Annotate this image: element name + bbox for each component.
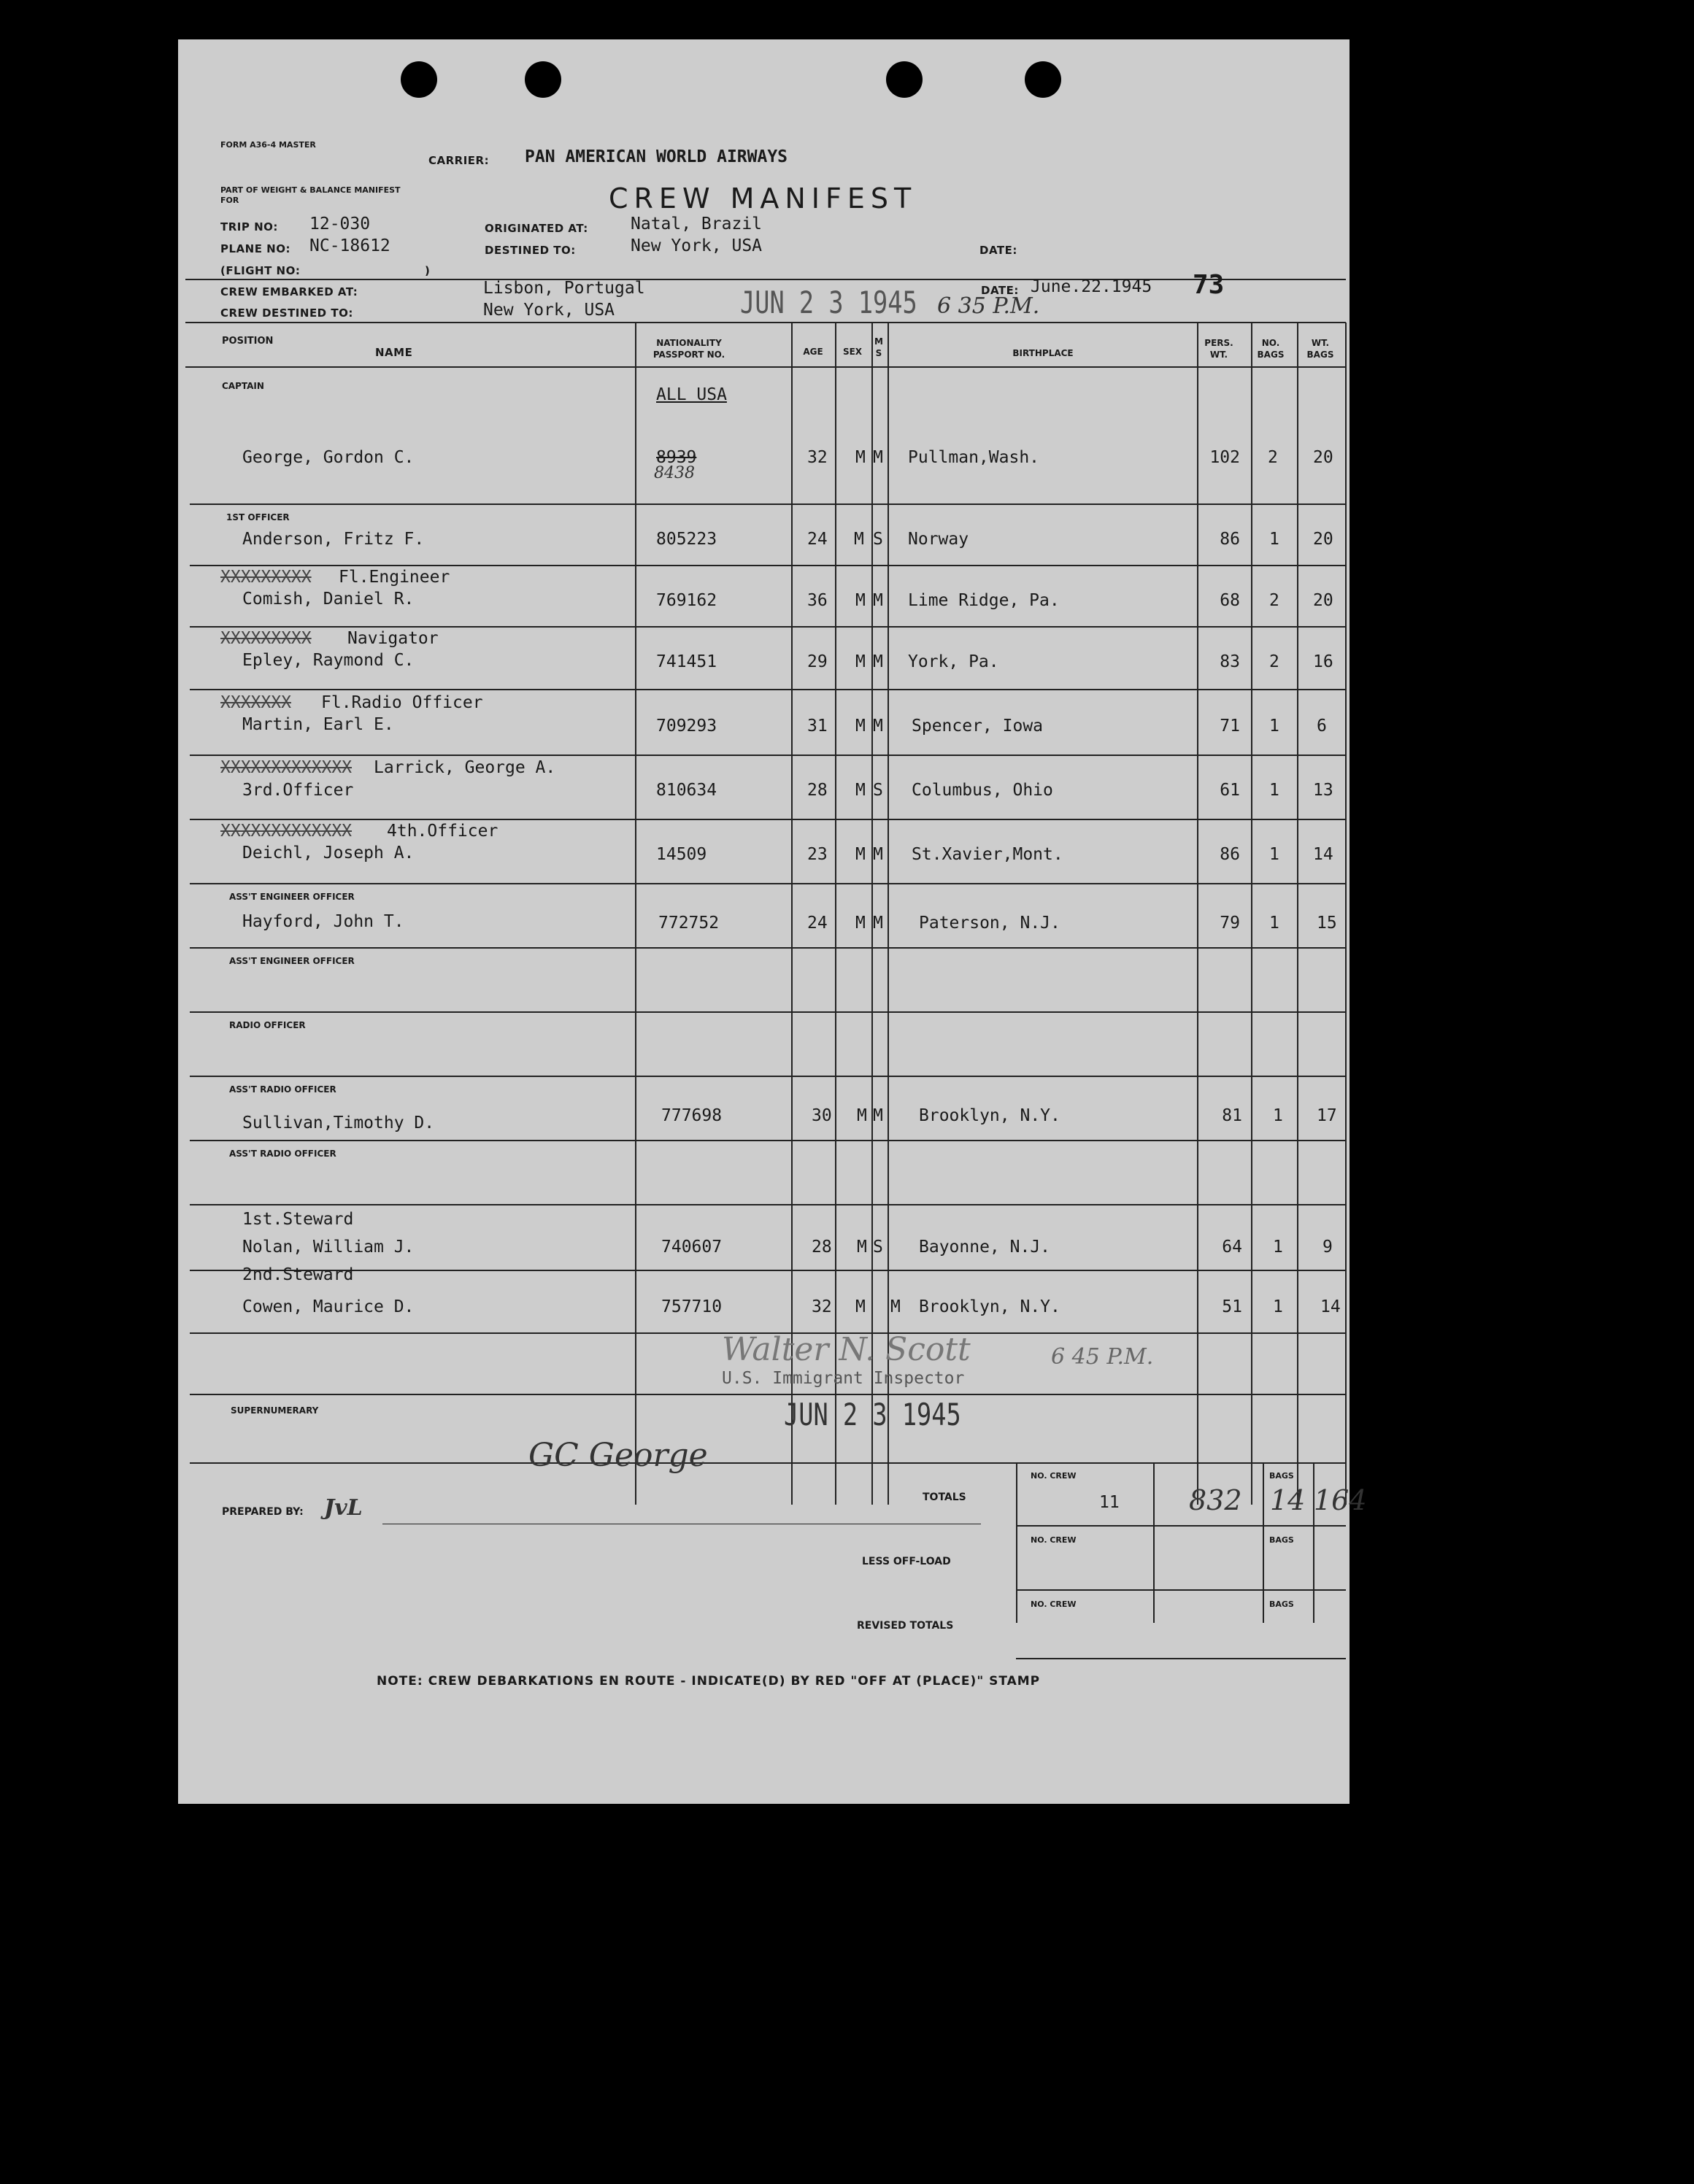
row-birthplace: Columbus, Ohio — [912, 781, 1053, 800]
row-position: Fl.Engineer — [339, 568, 450, 587]
supernumerary-label: SUPERNUMERARY — [231, 1405, 319, 1416]
prepared-by-signature: GC George — [528, 1437, 708, 1474]
row-pers-wt: 68 — [1220, 591, 1240, 610]
originated-value: Natal, Brazil — [631, 215, 763, 234]
inspector-time: 6 45 P.M. — [1051, 1344, 1154, 1370]
row-no-bags: 1 — [1269, 530, 1279, 549]
row-no-bags: 1 — [1269, 717, 1279, 736]
crew-destined-label: CREW DESTINED TO: — [220, 306, 353, 320]
inspector-title: U.S. Immigrant Inspector — [722, 1369, 965, 1388]
row-wt-bags: 16 — [1313, 652, 1333, 671]
flight-label: (FLIGHT NO: — [220, 264, 301, 277]
row-birthplace: Brooklyn, N.Y. — [919, 1106, 1060, 1125]
less-offload-label: LESS OFF-LOAD — [862, 1556, 951, 1567]
row-ms: S — [873, 1238, 883, 1257]
row-wt-bags: 20 — [1313, 448, 1333, 467]
carrier-value: PAN AMERICAN WORLD AIRWAYS — [525, 147, 788, 166]
row-wt-bags: 14 — [1320, 1297, 1341, 1316]
page-title: CREW MANIFEST — [609, 182, 917, 215]
row-passport: 740607 — [661, 1238, 723, 1257]
row-name: Hayford, John T. — [242, 912, 404, 931]
row-sex: M — [855, 914, 866, 933]
row-birthplace: Lime Ridge, Pa. — [908, 591, 1060, 610]
embarked-label: CREW EMBARKED AT: — [220, 285, 358, 298]
row-position-struck: XXXXXXXXXXXXX — [220, 822, 353, 841]
row-birthplace: Spencer, Iowa — [912, 717, 1044, 736]
plane-label: PLANE NO: — [220, 242, 290, 255]
total-wt-bags: 164 — [1314, 1484, 1367, 1516]
row-age: 29 — [807, 652, 828, 671]
punch-hole — [1025, 61, 1061, 98]
row-position: 1st.Steward — [242, 1210, 354, 1229]
punch-hole — [525, 61, 561, 98]
row-ms: M — [873, 591, 883, 610]
row-pers-wt: 61 — [1220, 781, 1240, 800]
prepared-by-initials: JvL — [324, 1495, 363, 1521]
punch-hole — [886, 61, 923, 98]
row-name: Deichl, Joseph A. — [242, 844, 415, 863]
col-pers-wt: PERS. WT. — [1204, 338, 1233, 360]
row-name: Epley, Raymond C. — [242, 651, 415, 670]
row-pers-wt: 102 — [1209, 448, 1240, 467]
row-birthplace: Norway — [908, 530, 969, 549]
row-passport: 14509 — [656, 845, 707, 864]
row-passport: 805223 — [656, 530, 717, 549]
inspector-signature: Walter N. Scott — [722, 1331, 971, 1368]
row-pers-wt: 71 — [1220, 717, 1240, 736]
row-wt-bags: 6 — [1317, 717, 1327, 736]
row-ms: S — [873, 781, 883, 800]
row-pers-wt: 79 — [1220, 914, 1240, 933]
row-sex: M — [855, 652, 866, 671]
row-sex: M — [855, 448, 866, 467]
row-no-bags: 2 — [1268, 448, 1278, 467]
row-sex: M — [855, 591, 866, 610]
row-age: 24 — [807, 530, 828, 549]
row-no-bags: 1 — [1273, 1238, 1283, 1257]
row-name: Cowen, Maurice D. — [242, 1297, 415, 1316]
row-name: Anderson, Fritz F. — [242, 530, 425, 549]
row-birthplace: York, Pa. — [908, 652, 999, 671]
row-pers-wt: 83 — [1220, 652, 1240, 671]
row-no-bags: 2 — [1269, 591, 1279, 610]
row-position-struck: XXXXXXXXX — [220, 568, 312, 587]
row-sex: M — [855, 1297, 866, 1316]
all-usa: ALL USA — [656, 385, 727, 404]
row-passport: 777698 — [661, 1106, 723, 1125]
embarked-value: Lisbon, Portugal — [483, 279, 645, 298]
row-passport: 772752 — [658, 914, 720, 933]
row-wt-bags: 9 — [1323, 1238, 1333, 1257]
row-position-struck: XXXXXXX — [220, 693, 291, 712]
col-no-bags: NO. BAGS — [1257, 338, 1285, 360]
row-wt-bags: 14 — [1313, 845, 1333, 864]
row-age: 23 — [807, 845, 828, 864]
total-bags: 14 — [1270, 1484, 1306, 1516]
row-passport: 769162 — [656, 591, 717, 610]
col-sex: SEX — [842, 347, 863, 357]
row-wt-bags: 20 — [1313, 591, 1333, 610]
row-position: Navigator — [347, 629, 439, 648]
row-passport: 741451 — [656, 652, 717, 671]
row-position: 1ST OFFICER — [226, 512, 290, 522]
total-no-crew: 11 — [1099, 1493, 1120, 1512]
col-position: POSITION — [222, 336, 274, 347]
total-pers-wt: 832 — [1189, 1484, 1242, 1516]
row-sex: M — [855, 781, 866, 800]
date-label: DATE: — [979, 244, 1017, 257]
row-pers-wt: 51 — [1222, 1297, 1242, 1316]
row-wt-bags: 13 — [1313, 781, 1333, 800]
row-position: RADIO OFFICER — [229, 1020, 306, 1030]
row-no-bags: 1 — [1269, 914, 1279, 933]
row-birthplace: Brooklyn, N.Y. — [919, 1297, 1060, 1316]
row-sex: M — [857, 1238, 867, 1257]
row-position: 3rd.Officer — [242, 781, 354, 800]
row-sex: M — [854, 530, 864, 549]
row-passport: 810634 — [656, 781, 717, 800]
date2-value: June.22.1945 — [1031, 277, 1152, 296]
flight-close: ) — [425, 264, 431, 277]
form-id: FORM A36-4 MASTER — [220, 140, 316, 150]
row-age: 28 — [807, 781, 828, 800]
row-wt-bags: 17 — [1317, 1106, 1337, 1125]
row-no-bags: 1 — [1269, 781, 1279, 800]
revised-totals-label: REVISED TOTALS — [857, 1620, 954, 1632]
punch-hole — [401, 61, 437, 98]
row-age: 24 — [807, 914, 828, 933]
note: NOTE: CREW DEBARKATIONS EN ROUTE - INDICATE(D) BY RED "OFF AT (PLACE)" STAMP — [377, 1674, 1041, 1689]
row-age: 28 — [812, 1238, 832, 1257]
row-birthplace: Pullman,Wash. — [908, 448, 1040, 467]
no-crew-label: NO. CREW — [1031, 1600, 1077, 1609]
row-name: Sullivan,Timothy D. — [242, 1114, 435, 1132]
col-nationality: NATIONALITY PASSPORT NO. — [652, 338, 725, 360]
row-birthplace: Paterson, N.J. — [919, 914, 1060, 933]
row-position: 2nd.Steward — [242, 1265, 354, 1284]
row-ms: M — [873, 1106, 883, 1125]
row-position: ASS'T RADIO OFFICER — [229, 1149, 336, 1159]
row-pers-wt: 64 — [1222, 1238, 1242, 1257]
bags-label: BAGS — [1269, 1535, 1294, 1545]
row-wt-bags: 20 — [1313, 530, 1333, 549]
row-age: 31 — [807, 717, 828, 736]
row-ms: M — [873, 717, 883, 736]
row-age: 32 — [807, 448, 828, 467]
row-no-bags: 2 — [1269, 652, 1279, 671]
row-position: ASS'T ENGINEER OFFICER — [229, 956, 355, 966]
destined-value: New York, USA — [631, 236, 763, 255]
part-of-label: PART OF WEIGHT & BALANCE MANIFEST FOR — [220, 185, 401, 205]
bags-label: BAGS — [1269, 1471, 1294, 1481]
col-name: NAME — [375, 346, 413, 359]
trip-value: 12-030 — [309, 215, 371, 234]
col-age: AGE — [803, 347, 823, 357]
row-ms: M — [890, 1297, 901, 1316]
page-number: 73 — [1193, 270, 1225, 300]
row-wt-bags: 15 — [1317, 914, 1337, 933]
row-sex: M — [857, 1106, 867, 1125]
row-birthplace: St.Xavier,Mont. — [912, 845, 1063, 864]
row-no-bags: 1 — [1273, 1297, 1283, 1316]
row-age: 32 — [812, 1297, 832, 1316]
inspector-date-stamp: JUN 2 3 1945 — [784, 1397, 961, 1432]
row-age: 30 — [812, 1106, 832, 1125]
row-position: ASS'T RADIO OFFICER — [229, 1084, 336, 1095]
row-birthplace: Bayonne, N.J. — [919, 1238, 1051, 1257]
row-no-bags: 1 — [1269, 845, 1279, 864]
crew-destined-value: New York, USA — [483, 301, 615, 320]
row-passport-handwritten: 8438 — [654, 464, 695, 482]
row-name: George, Gordon C. — [242, 448, 415, 467]
row-passport: 757710 — [661, 1297, 723, 1316]
row-sex: M — [855, 717, 866, 736]
row-ms: M — [873, 652, 883, 671]
manifest-page — [178, 39, 1367, 1804]
row-ms: M — [873, 448, 883, 467]
totals-label: TOTALS — [923, 1492, 966, 1503]
row-name: Martin, Earl E. — [242, 715, 394, 734]
plane-value: NC-18612 — [309, 236, 390, 255]
row-position-struck: XXXXXXXXXXXXX — [220, 758, 353, 777]
row-ms: S — [873, 530, 883, 549]
originated-label: ORIGINATED AT: — [485, 222, 588, 235]
row-no-bags: 1 — [1273, 1106, 1283, 1125]
row-position: 4th.Officer — [387, 822, 498, 841]
row-pers-wt: 86 — [1220, 845, 1240, 864]
row-position: ASS'T ENGINEER OFFICER — [229, 892, 355, 902]
row-ms: M — [873, 845, 883, 864]
row-name: Larrick, George A. — [374, 758, 556, 777]
col-wt-bags: WT. BAGS — [1306, 338, 1334, 360]
date2-label: DATE: — [981, 284, 1019, 297]
row-pers-wt: 81 — [1222, 1106, 1242, 1125]
row-passport: 709293 — [656, 717, 717, 736]
row-position-struck: XXXXXXXXX — [220, 629, 312, 648]
col-ms: M S — [874, 336, 883, 358]
row-position: Fl.Radio Officer — [321, 693, 483, 712]
row-ms: M — [873, 914, 883, 933]
row-passport: 8939 — [656, 448, 697, 467]
col-birthplace: BIRTHPLACE — [1012, 348, 1074, 358]
arrival-date-stamp: JUN 2 3 1945 — [740, 285, 917, 320]
row-name: Comish, Daniel R. — [242, 590, 415, 609]
arrival-time: 6 35 P.M. — [937, 293, 1040, 319]
no-crew-label: NO. CREW — [1031, 1535, 1077, 1545]
row-pers-wt: 86 — [1220, 530, 1240, 549]
trip-label: TRIP NO: — [220, 220, 278, 234]
no-crew-label: NO. CREW — [1031, 1471, 1077, 1481]
prepared-by-label: PREPARED BY: — [222, 1506, 304, 1518]
row-age: 36 — [807, 591, 828, 610]
destined-label: DESTINED TO: — [485, 244, 576, 257]
row-sex: M — [855, 845, 866, 864]
row-position: CAPTAIN — [222, 381, 264, 391]
row-name: Nolan, William J. — [242, 1238, 415, 1257]
bags-label: BAGS — [1269, 1600, 1294, 1609]
carrier-label: CARRIER: — [428, 154, 490, 167]
